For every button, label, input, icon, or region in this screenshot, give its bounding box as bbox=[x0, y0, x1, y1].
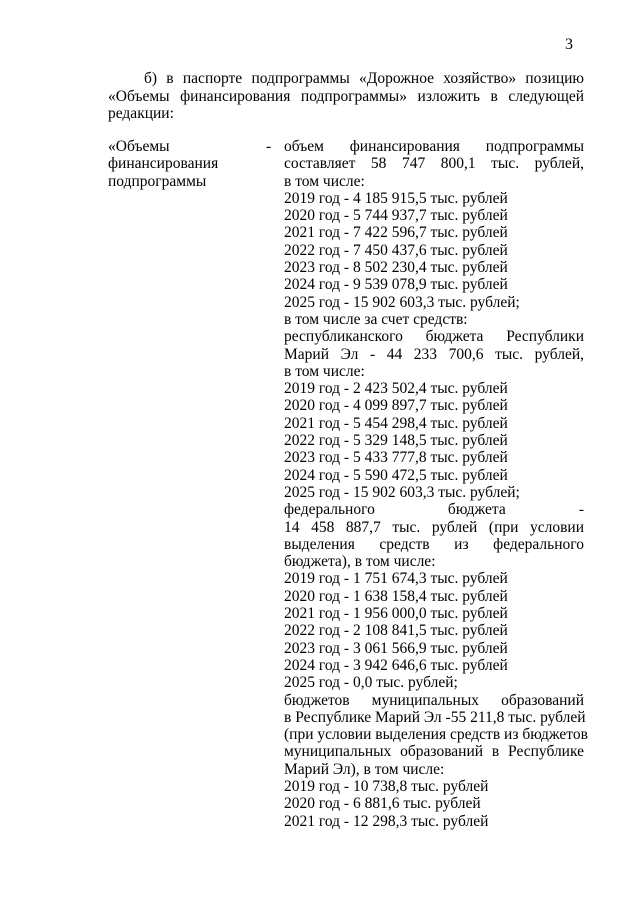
value-line: 2025 год - 0,0 тыс. рублей; bbox=[284, 674, 458, 692]
value-line: в том числе за счет средств: bbox=[284, 310, 468, 328]
value-line: выделения средств из федерального bbox=[284, 535, 584, 553]
value-line: 2019 год - 4 185 915,5 тыс. рублей bbox=[284, 189, 508, 207]
value-line: республиканского бюджета Республики bbox=[284, 328, 584, 346]
value-line: федерального бюджета - bbox=[284, 501, 584, 519]
value-line: 2025 год - 15 902 603,3 тыс. рублей; bbox=[284, 293, 520, 311]
position-label bbox=[108, 138, 258, 190]
value-line: 2023 год - 5 433 777,8 тыс. рублей bbox=[284, 449, 508, 467]
position-dash: - bbox=[266, 138, 272, 155]
value-line: 2022 год - 7 450 437,6 тыс. рублей bbox=[284, 241, 508, 259]
value-line: 2021 год - 12 298,3 тыс. рублей bbox=[284, 812, 489, 830]
intro-paragraph bbox=[108, 70, 584, 123]
value-line: 2020 год - 6 881,6 тыс. рублей bbox=[284, 795, 481, 813]
value-line: 2024 год - 3 942 646,6 тыс. рублей bbox=[284, 656, 508, 674]
value-line: (при условии выделения средств из бюджетов bbox=[284, 726, 588, 744]
value-line: объем финансирования подпрограммы bbox=[284, 138, 584, 155]
value-line: 2023 год - 8 502 230,4 тыс. рублей bbox=[284, 259, 508, 277]
value-line: в Республике Марий Эл -55 211,8 тыс. рублей bbox=[284, 708, 586, 726]
position-value bbox=[284, 138, 588, 830]
value-line: 2025 год - 15 902 603,3 тыс. рублей; bbox=[284, 483, 520, 501]
value-line: 2020 год - 5 744 937,7 тыс. рублей bbox=[284, 207, 508, 225]
value-line: Марий Эл), в том числе: bbox=[284, 760, 445, 778]
value-line: 2019 год - 1 751 674,3 тыс. рублей bbox=[284, 570, 508, 588]
value-line: 2020 год - 4 099 897,7 тыс. рублей bbox=[284, 397, 508, 415]
intro-line: «Объемы финансирования подпрограммы» изложить в следующей bbox=[108, 87, 584, 105]
value-line: 14 458 887,7 тыс. рублей (при условии bbox=[284, 518, 584, 536]
value-line: в том числе: bbox=[284, 172, 365, 190]
value-line: 2021 год - 5 454 298,4 тыс. рублей bbox=[284, 414, 508, 432]
value-line: 2021 год - 1 956 000,0 тыс. рублей bbox=[284, 605, 508, 623]
value-line: 2022 год - 2 108 841,5 тыс. рублей bbox=[284, 622, 508, 640]
value-line: составляет 58 747 800,1 тыс. рублей, bbox=[284, 155, 584, 173]
value-line: 2024 год - 9 539 078,9 тыс. рублей bbox=[284, 276, 508, 294]
value-line: 2019 год - 2 423 502,4 тыс. рублей bbox=[284, 380, 508, 398]
position-label-line: «Объемы bbox=[108, 138, 170, 155]
value-line: Марий Эл - 44 233 700,6 тыс. рублей, bbox=[284, 345, 584, 363]
value-line: муниципальных образований в Республике bbox=[284, 743, 584, 761]
value-line: в том числе: bbox=[284, 362, 365, 380]
value-line: 2021 год - 7 422 596,7 тыс. рублей bbox=[284, 224, 508, 242]
value-line: 2020 год - 1 638 158,4 тыс. рублей bbox=[284, 587, 508, 605]
value-line: 2023 год - 3 061 566,9 тыс. рублей bbox=[284, 639, 508, 657]
value-line: 2022 год - 5 329 148,5 тыс. рублей bbox=[284, 432, 508, 450]
position-label-line: подпрограммы bbox=[108, 172, 207, 190]
intro-line: редакции: bbox=[108, 105, 174, 122]
value-line: бюджетов муниципальных образований bbox=[284, 691, 584, 709]
position-label-line: финансирования bbox=[108, 155, 219, 173]
intro-line: б) в паспорте подпрограммы «Дорожное хозяйство» позицию bbox=[144, 70, 584, 87]
value-line: 2024 год - 5 590 472,5 тыс. рублей bbox=[284, 466, 508, 484]
value-line: 2019 год - 10 738,8 тыс. рублей bbox=[284, 777, 489, 795]
page-number: 3 bbox=[565, 36, 573, 53]
value-line: бюджета), в том числе: bbox=[284, 553, 436, 571]
